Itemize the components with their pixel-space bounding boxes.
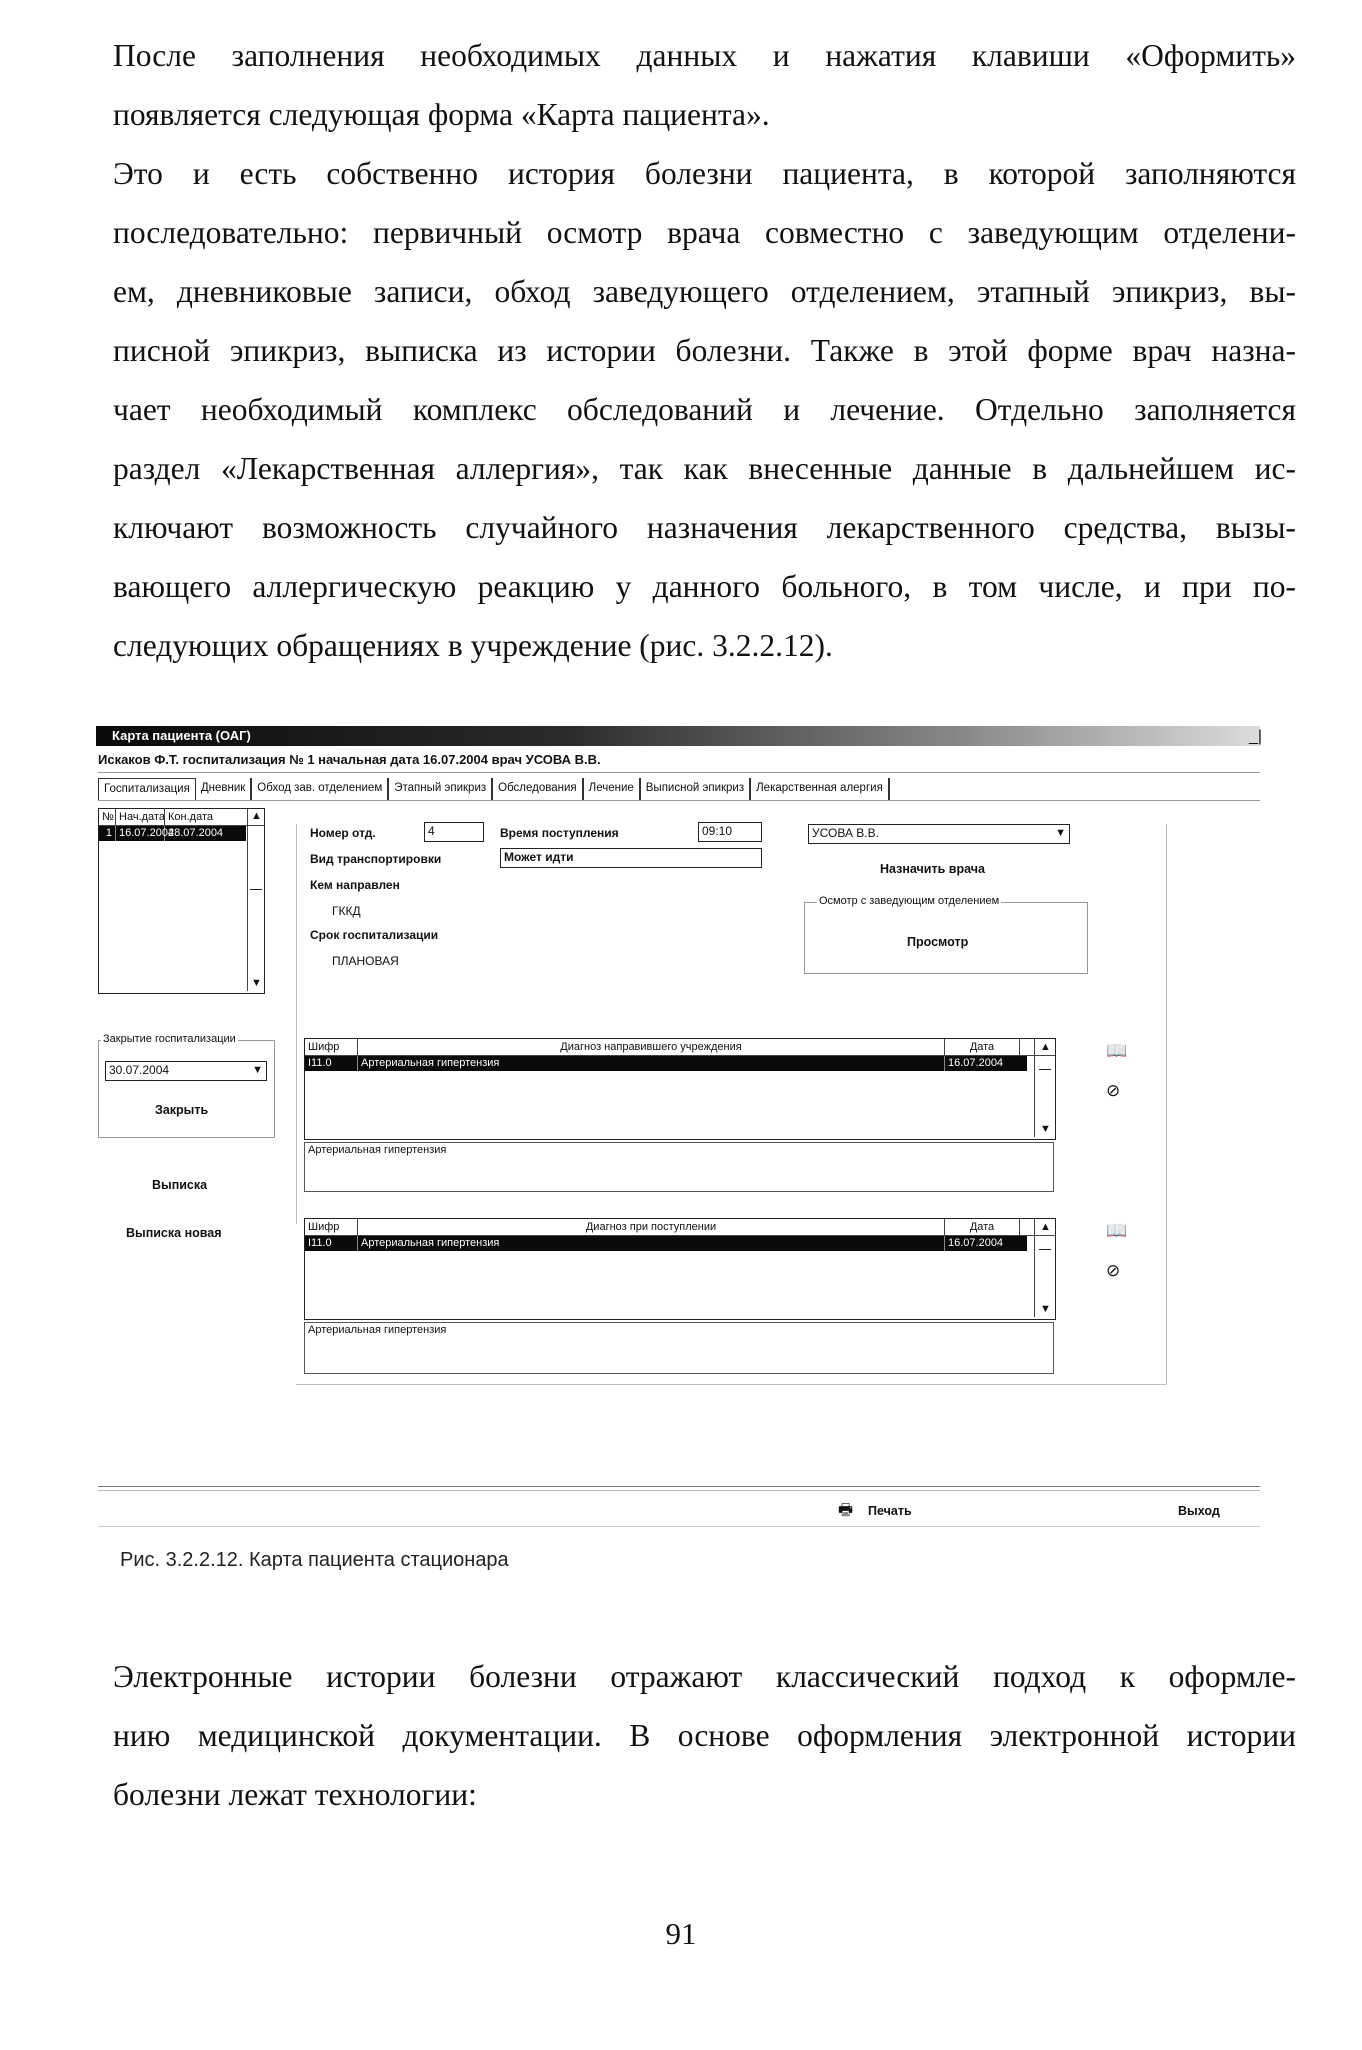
panel-border bbox=[296, 1384, 1166, 1385]
scroll-thumb[interactable] bbox=[250, 889, 262, 890]
col-header: Дата bbox=[945, 1039, 1020, 1055]
text-line: последовательно: первичный осмотр врача совместно с заведующим отделени- bbox=[113, 215, 1296, 250]
chevron-down-icon[interactable]: ▼ bbox=[252, 1064, 263, 1076]
text-line: ключают возможность случайного назначения лекарственного средства, вызы- bbox=[113, 510, 1296, 545]
grid-header bbox=[305, 1039, 1055, 1056]
referral-diagnosis-memo[interactable]: Артериальная гипертензия bbox=[304, 1142, 1054, 1192]
referred-label: Кем направлен bbox=[310, 878, 400, 892]
transport-field[interactable]: Может идти bbox=[500, 848, 762, 868]
scrollbar[interactable] bbox=[1034, 1219, 1055, 1317]
tab-head-round[interactable]: Обход зав. отделением bbox=[252, 778, 389, 800]
col-header: Кон.дата bbox=[168, 811, 213, 823]
scroll-thumb[interactable] bbox=[1039, 1069, 1051, 1070]
close-date-value: 30.07.2004 bbox=[109, 1063, 170, 1077]
arrival-time-label: Время поступления bbox=[500, 826, 619, 840]
cell: 16.07.2004 bbox=[116, 826, 165, 841]
admission-diagnosis-grid[interactable] bbox=[304, 1218, 1056, 1320]
scroll-thumb[interactable] bbox=[1039, 1249, 1051, 1250]
text-line: следующих обращениях в учреждение (рис. 3.2.2.12). bbox=[113, 628, 833, 663]
close-button[interactable]: Закрыть bbox=[155, 1103, 209, 1117]
cell: 1 bbox=[99, 826, 116, 841]
cancel-icon[interactable]: ⊘ bbox=[1106, 1081, 1121, 1100]
divider bbox=[98, 1526, 1260, 1527]
group-legend: Закрытие госпитализации bbox=[103, 1033, 236, 1045]
tab-stage-epicrisis[interactable]: Этапный эпикриз bbox=[389, 778, 493, 800]
grid-header bbox=[305, 1219, 1055, 1236]
cell: 16.07.2004 bbox=[948, 1057, 1004, 1069]
text-line: чает необходимый комплекс обследований и лечение. Отдельно заполняется bbox=[113, 392, 1296, 427]
scroll-up-icon[interactable]: ▲ bbox=[251, 810, 262, 822]
paragraph-intro bbox=[113, 26, 1296, 144]
panel-border bbox=[296, 824, 297, 1224]
text-line: раздел «Лекарственная аллергия», так как внесенные данные в дальнейшем ис- bbox=[113, 451, 1296, 486]
scrollbar[interactable] bbox=[1034, 1039, 1055, 1137]
text-line: болезни лежат технологии: bbox=[113, 1777, 477, 1812]
hospitalization-grid[interactable] bbox=[98, 808, 265, 994]
text-line: нию медицинской документации. В основе оформления электронной истории bbox=[113, 1718, 1296, 1753]
cell: I11.0 bbox=[305, 1056, 358, 1071]
cell: I11.0 bbox=[305, 1236, 358, 1251]
extract-button[interactable]: Выписка bbox=[152, 1178, 208, 1192]
table-row[interactable] bbox=[305, 1236, 1027, 1251]
grid-header bbox=[99, 809, 264, 826]
window-titlebar bbox=[96, 726, 1260, 746]
tab-examinations[interactable]: Обследования bbox=[493, 778, 584, 800]
transport-label: Вид транспортировки bbox=[310, 852, 442, 866]
extract-new-button[interactable]: Выписка новая bbox=[126, 1226, 222, 1240]
panel-border bbox=[1166, 824, 1167, 1384]
col-header: Диагноз при поступлении bbox=[358, 1219, 945, 1235]
referral-diagnosis-grid[interactable] bbox=[304, 1038, 1056, 1140]
dept-field[interactable]: 4 bbox=[424, 822, 484, 842]
text-line: Это и есть собственно история болезни пациента, в которой заполняются bbox=[113, 156, 1296, 191]
patient-card-screenshot bbox=[92, 726, 1268, 1531]
tab-discharge-epicrisis[interactable]: Выписной эпикриз bbox=[641, 778, 751, 800]
view-button[interactable]: Просмотр bbox=[907, 935, 969, 949]
patient-info-line: Искаков Ф.Т. госпитализация № 1 начальная дата 16.07.2004 врач УСОВА В.В. bbox=[98, 752, 601, 767]
minimize-button[interactable]: _| bbox=[1248, 728, 1262, 745]
scroll-up-icon[interactable]: ▲ bbox=[1040, 1221, 1051, 1233]
cell: Артериальная гипертензия bbox=[358, 1236, 945, 1251]
tab-bar bbox=[98, 778, 890, 800]
text-line: писной эпикриз, выписка из истории болезни. Также в этой форме врач назна- bbox=[113, 333, 1296, 368]
close-date-select[interactable] bbox=[105, 1061, 267, 1081]
exam-with-head-group bbox=[804, 895, 1088, 974]
admission-diagnosis-memo[interactable]: Артериальная гипертензия bbox=[304, 1322, 1054, 1374]
table-row[interactable] bbox=[305, 1056, 1027, 1071]
scroll-down-icon[interactable]: ▼ bbox=[251, 977, 262, 989]
tab-treatment[interactable]: Лечение bbox=[584, 778, 641, 800]
tab-hospitalization[interactable]: Госпитализация bbox=[98, 778, 196, 800]
book-icon[interactable]: 📖 bbox=[1106, 1041, 1128, 1060]
col-header: Шифр bbox=[305, 1039, 358, 1055]
col-header: Шифр bbox=[305, 1219, 358, 1235]
text-line: ем, дневниковые записи, обход заведующего отделением, этапный эпикриз, вы- bbox=[113, 274, 1296, 309]
figure-caption: Рис. 3.2.2.12. Карта пациента стационара bbox=[120, 1549, 509, 1571]
col-header: № bbox=[99, 809, 116, 825]
doctor-select-value: УСОВА В.В. bbox=[812, 826, 879, 840]
print-button[interactable]: Печать bbox=[868, 1504, 912, 1518]
divider bbox=[98, 1490, 1260, 1491]
cell: Артериальная гипертензия bbox=[358, 1056, 945, 1071]
assign-doctor-button[interactable]: Назначить врача bbox=[880, 862, 985, 876]
exit-button[interactable]: Выход bbox=[1178, 1504, 1220, 1518]
cell: 16.07.2004 bbox=[948, 1237, 1004, 1249]
text-line: Электронные истории болезни отражают классический подход к оформле- bbox=[113, 1659, 1296, 1694]
text-line: появляется следующая форма «Карта пациента». bbox=[113, 97, 770, 132]
window-title: Карта пациента (ОАГ) bbox=[112, 728, 251, 743]
divider bbox=[98, 772, 1260, 773]
cancel-icon[interactable]: ⊘ bbox=[1106, 1261, 1121, 1280]
term-value: ПЛАНОВАЯ bbox=[332, 954, 399, 968]
col-header: Дата bbox=[945, 1219, 1020, 1235]
group-legend: Осмотр с заведующим отделением bbox=[819, 895, 1000, 907]
scroll-down-icon[interactable]: ▼ bbox=[1040, 1123, 1051, 1135]
tab-diary[interactable]: Дневник bbox=[196, 778, 252, 800]
divider bbox=[98, 1486, 1260, 1487]
dept-label: Номер отд. bbox=[310, 826, 376, 840]
scroll-up-icon[interactable]: ▲ bbox=[1040, 1041, 1051, 1053]
book-icon[interactable]: 📖 bbox=[1106, 1221, 1128, 1240]
arrival-time-field[interactable]: 09:10 bbox=[698, 822, 762, 842]
chevron-down-icon[interactable]: ▼ bbox=[1055, 827, 1066, 839]
scrollbar[interactable] bbox=[247, 809, 264, 991]
referred-value: ГККД bbox=[332, 904, 361, 918]
cell: 28.07.2004 bbox=[168, 827, 224, 839]
table-row[interactable] bbox=[99, 826, 246, 841]
paragraph-conclusion bbox=[113, 1647, 1296, 1824]
scroll-down-icon[interactable]: ▼ bbox=[1040, 1303, 1051, 1315]
paragraph-description bbox=[113, 144, 1296, 675]
text-line: После заполнения необходимых данных и нажатия клавиши «Оформить» bbox=[113, 38, 1296, 73]
page-number: 91 bbox=[665, 1916, 697, 1951]
divider bbox=[98, 800, 1260, 801]
printer-icon[interactable]: 🖶 bbox=[838, 1502, 854, 1519]
col-header: Диагноз направившего учреждения bbox=[358, 1039, 945, 1055]
col-header: Нач.дата bbox=[116, 809, 165, 825]
tab-drug-allergy[interactable]: Лекарственная алергия bbox=[751, 778, 890, 800]
text-line: вающего аллергическую реакцию у данного больного, в том числе, и при по- bbox=[113, 569, 1296, 604]
term-label: Срок госпитализации bbox=[310, 928, 439, 942]
close-hospitalization-group bbox=[98, 1033, 275, 1138]
doctor-select[interactable] bbox=[808, 824, 1070, 844]
